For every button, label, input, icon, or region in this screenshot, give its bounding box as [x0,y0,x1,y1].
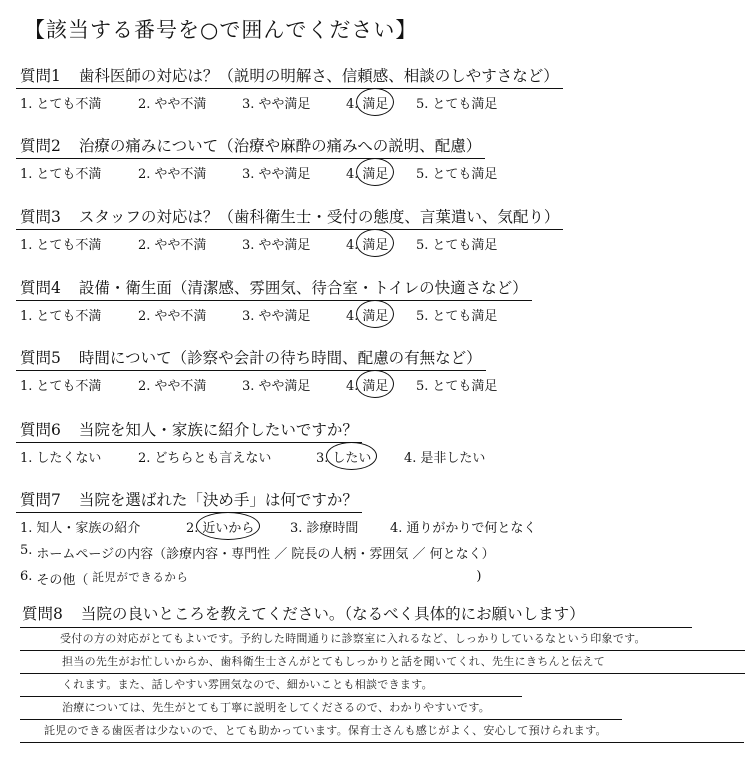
question-3 [16,205,731,253]
option-list [16,163,731,182]
option-list [16,517,731,536]
option-4[interactable]: 4. 満足 [346,234,416,253]
option-label: 知人・家族の紹介 [36,521,141,536]
question-7 [16,488,731,588]
option-label: どちらとも言えない [154,451,272,466]
option-label: やや不満 [154,167,207,182]
selected-option-label: 満足 [362,163,388,182]
question-heading [16,205,563,230]
option-2[interactable]: 2. やや不満 [138,167,207,182]
option-label: 是非したい [420,451,486,466]
option-1[interactable]: 1. とても不満 [20,309,102,324]
option-label: とても満足 [432,97,498,112]
option-3[interactable]: 3. 診療時間 [290,521,359,536]
question-number: 質問7 [20,491,61,509]
option-label: やや不満 [154,309,207,324]
question-text: 治療の痛みについて（治療や麻酔の痛みへの説明、配慮） [78,137,482,155]
option-3[interactable]: 3. やや満足 [242,379,311,394]
question-number: 質問2 [20,137,61,155]
selected-option-label: 満足 [362,234,388,253]
option-list [16,93,731,112]
question-heading [16,418,362,443]
option-5[interactable]: 5. とても満足 [416,379,498,394]
option-1[interactable]: 1. とても不満 [20,97,102,112]
option-5[interactable]: 5. とても満足 [416,167,498,182]
selected-option-label: 近いから [202,517,254,536]
question-text: スタッフの対応は？（歯科衛生士・受付の態度、言葉遣い、気配り） [78,208,560,226]
option-1[interactable]: 1. とても不満 [20,167,102,182]
option-label: やや満足 [258,97,311,112]
option-2[interactable]: 2. どちらとも言えない [138,451,272,466]
option-2[interactable]: 2. やや不満 [138,238,207,253]
other-answer-handwritten[interactable]: 託児ができるから [92,570,189,584]
option-1[interactable]: 1. したくない [20,451,102,466]
selected-option-label: したい [332,447,371,466]
option-4[interactable]: 4. 満足 [346,93,416,112]
question-text: 時間について（診察や会計の待ち時間、配慮の有無など） [78,349,482,367]
question-2 [16,134,731,182]
question-6 [16,418,731,466]
option-label: やや満足 [258,379,311,394]
close-paren: ) [476,569,482,584]
question-text: 当院の良いところを教えてください。（なるべく具体的にお願いします） [80,605,585,623]
selected-option-label: 満足 [362,93,388,112]
question-number: 質問4 [20,279,61,297]
page-title: 【該当する番号を○で囲んでください】 [24,18,418,42]
comment-line-3[interactable]: くれます。また、話しやすい雰囲気なので、細かいことも相談できます。 [20,674,522,697]
option-4[interactable]: 4. 満足 [346,375,416,394]
option-label: とても満足 [432,167,498,182]
option-2[interactable]: 2. やや不満 [138,97,207,112]
option-label: とても不満 [36,167,102,182]
question-text: 歯科医師の対応は？（説明の明解さ、信頼感、相談のしやすさなど） [78,67,559,85]
option-label: 診療時間 [306,521,359,536]
question-heading [16,64,563,89]
option-label: とても満足 [432,238,498,253]
comment-line-5[interactable]: 託児のできる歯医者は少ないので、とても助かっています。保育士さんも感じがよく、安心して預けられます。 [20,720,744,743]
option-2[interactable]: 2. やや不満 [138,309,207,324]
option-label: ホームページの内容（診療内容・専門性 ／ 院長の人柄・雰囲気 ／ 何となく） [36,547,495,562]
option-label: やや不満 [154,379,207,394]
option-label: とても不満 [36,309,102,324]
option-label: とても不満 [36,379,102,394]
option-1[interactable]: 1. とても不満 [20,379,102,394]
option-3[interactable]: 3. やや満足 [242,238,311,253]
option-label: やや満足 [258,167,311,182]
question-number: 質問1 [20,67,61,85]
option-4[interactable]: 4. 満足 [346,305,416,324]
question-number: 質問5 [20,349,61,367]
option-label: その他（ [36,573,89,588]
selected-option-label: 満足 [362,305,388,324]
question-number: 質問6 [20,421,61,439]
question-heading [16,134,485,159]
option-3[interactable]: 3. やや満足 [242,167,311,182]
comment-line-4[interactable]: 治療については、先生がとても丁寧に説明をしてくださるので、わかりやすいです。 [20,697,622,720]
option-label: したくない [36,451,102,466]
option-1[interactable]: 1. とても不満 [20,238,102,253]
question-1 [16,64,731,112]
question-8 [20,602,735,743]
question-text: 当院を知人・家族に紹介したいですか？ [78,421,358,439]
option-label: やや不満 [154,97,207,112]
option-5[interactable]: 5. ホームページの内容（診療内容・専門性 ／ 院長の人柄・雰囲気 ／ 何となく） [20,543,495,562]
comment-line-2[interactable]: 担当の先生がお忙しいからか、歯科衛生士さんがとてもしっかりと話を聞いてくれ、先生にきちんと伝えて [20,651,745,674]
option-label: やや満足 [258,238,311,253]
option-3[interactable]: 3. やや満足 [242,97,311,112]
question-heading [16,346,486,371]
question-heading [20,602,692,628]
option-list [16,447,731,466]
option-3[interactable]: 3. したい [316,447,404,466]
question-4 [16,276,731,324]
question-text: 当院を選ばれた「決め手」は何ですか？ [78,491,358,509]
option-5[interactable]: 5. とても満足 [416,97,498,112]
option-label: やや満足 [258,309,311,324]
question-heading [16,276,532,301]
option-label: とても不満 [36,97,102,112]
option-label: とても満足 [432,379,498,394]
question-heading [16,488,362,513]
option-4[interactable]: 4. 満足 [346,163,416,182]
option-label: とても満足 [432,309,498,324]
option-5[interactable]: 5. とても満足 [416,309,498,324]
selected-option-label: 満足 [362,375,388,394]
option-1[interactable]: 1. 知人・家族の紹介 [20,521,141,536]
option-label: やや不満 [154,238,207,253]
option-4[interactable]: 4. 通りがかりで何となく [390,521,537,536]
option-5[interactable]: 5. とても満足 [416,238,498,253]
option-label: 通りがかりで何となく [406,521,537,536]
option-3[interactable]: 3. やや満足 [242,309,311,324]
option-6[interactable]: 6. その他（ 託児ができるから ) [20,569,482,588]
option-4[interactable]: 4. 是非したい [404,451,486,466]
option-list [16,305,731,324]
question-5 [16,346,731,394]
option-list [16,375,731,394]
option-label: とても不満 [36,238,102,253]
option-2[interactable]: 2. やや不満 [138,379,207,394]
comment-line-1[interactable]: 受付の方の対応がとてもよいです。予約した時間通りに診察室に入れるなど、しっかりしているなという印象です。 [20,628,745,651]
question-number: 質問8 [22,605,63,623]
question-number: 質問3 [20,208,61,226]
option-list [16,234,731,253]
option-2[interactable]: 2. 近いから [186,517,290,536]
question-text: 設備・衛生面（清潔感、雰囲気、待合室・トイレの快適さなど） [78,279,528,297]
